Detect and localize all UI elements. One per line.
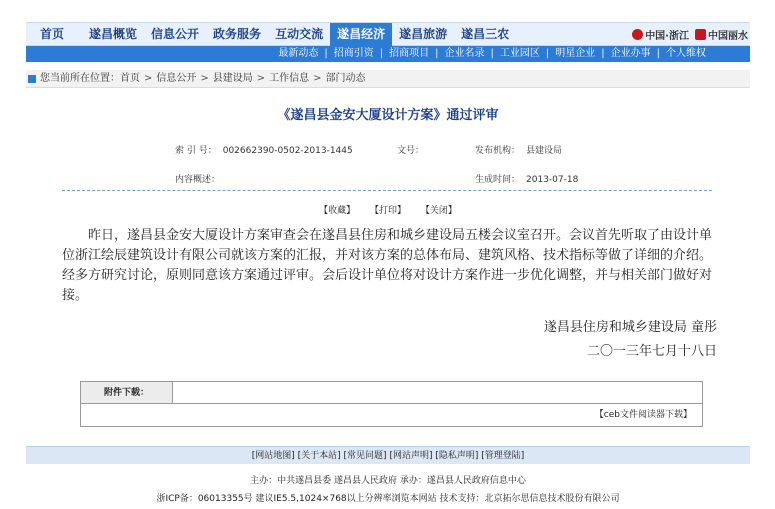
meta-summary-label: 内容概述： [175, 175, 221, 185]
attachment-header: 附件下载： [81, 382, 173, 404]
main-nav [26, 22, 750, 46]
breadcrumb-work-info[interactable]: 工作信息 [269, 72, 310, 84]
nav-item-interaction[interactable]: 互动交流 [275, 27, 324, 41]
attachment-list [173, 382, 703, 404]
meta-org-value: 县建设局 [526, 146, 563, 156]
article-sign-date: 二〇一三年七月十八日 [586, 344, 717, 359]
meta-date-label: 生成时间： [475, 175, 521, 185]
subnav-item-industrial-park[interactable]: 工业园区 [499, 48, 540, 59]
nav-item-economy[interactable]: 遂昌经济 [330, 23, 392, 46]
meta-summary [175, 172, 226, 185]
breadcrumb: 您当前所在位置： 首页 > 信息公开 > 县建设局 > 工作信息 > 部门动态 [26, 70, 750, 88]
zhejiang-emblem-icon [632, 29, 643, 40]
partner-link-lishui[interactable] [695, 27, 748, 42]
breadcrumb-home[interactable]: 首页 [120, 72, 140, 84]
nav-item-agriculture[interactable]: 遂昌三农 [461, 27, 510, 41]
meta-index-label: 索 引 号： [175, 146, 217, 156]
lishui-logo-icon [695, 29, 706, 40]
meta-org [475, 143, 562, 156]
meta-date-value: 2013-07-18 [526, 175, 579, 185]
breadcrumb-dept-news[interactable]: 部门动态 [325, 72, 366, 84]
location-icon [28, 75, 36, 83]
subnav-item-enterprise-affairs[interactable]: 企业办事 [610, 48, 651, 59]
subnav-item-personal-rights[interactable]: 个人维权 [666, 48, 706, 59]
meta-doc-number [397, 143, 430, 156]
partner-links [632, 23, 748, 46]
breadcrumb-info-public[interactable]: 信息公开 [156, 72, 197, 84]
breadcrumb-lead: 您当前所在位置： [40, 72, 120, 84]
print-button[interactable]: 【打印】 [369, 206, 406, 216]
subnav-item-projects[interactable]: 招商项目 [389, 48, 430, 59]
footer-link-sitemap[interactable]: [网站地图] [251, 451, 295, 461]
meta-index [175, 143, 353, 156]
favorite-button[interactable]: 【收藏】 [319, 206, 356, 216]
article-tools [26, 203, 750, 216]
subnav-item-latest[interactable]: 最新动态 [278, 48, 319, 59]
ceb-reader-download-link[interactable]: 【ceb文件阅读器下载】 [594, 410, 692, 420]
meta-org-label: 发布机构： [475, 146, 521, 156]
footer-link-statement[interactable]: [网站声明] [389, 451, 433, 461]
meta-date [475, 172, 578, 185]
nav-item-overview[interactable]: 遂昌概览 [89, 27, 138, 41]
subnav-item-star-enterprises[interactable]: 明星企业 [555, 48, 596, 59]
footer-link-privacy[interactable]: [隐私声明] [435, 451, 479, 461]
nav-item-tourism[interactable]: 遂昌旅游 [399, 27, 448, 41]
partner-link-zhejiang[interactable] [632, 27, 689, 42]
meta-index-value: 002662390-0502-2013-1445 [222, 146, 353, 156]
footer-links [26, 446, 750, 464]
main-nav-items [26, 23, 516, 46]
attachment-box [80, 381, 703, 427]
footer-sponsor: 主办：中共遂昌县委 遂昌县人民政府 承办：遂昌县人民政府信息中心 [250, 476, 526, 486]
close-button[interactable]: 【关闭】 [420, 206, 457, 216]
page-title: 《遂昌县金安大厦设计方案》通过评审 [277, 108, 499, 123]
partner-label: 中国丽水 [708, 31, 748, 42]
article-signature: 遂昌县住房和城乡建设局 童彤 [543, 320, 717, 335]
nav-item-home[interactable]: 首页 [40, 27, 65, 41]
footer-link-admin-login[interactable]: [管理登陆] [481, 451, 525, 461]
footer-link-faq[interactable]: [常见问题] [343, 451, 387, 461]
subnav-item-investment[interactable]: 招商引资 [333, 48, 374, 59]
breadcrumb-construction-bureau[interactable]: 县建设局 [212, 72, 253, 84]
subnav-item-directory[interactable]: 企业名录 [444, 48, 485, 59]
sub-nav-row: 最新动态 | 招商引资 | 招商项目 | 企业名录 | 工业园区 | 明星企业 | 企业办事 | 个人维权 [272, 46, 712, 62]
article-body: 昨日，遂昌县金安大厦设计方案审查会在遂昌县住房和城乡建设局五楼会议室召开。会议首先听取了由设计单位浙江绘辰建筑设计有限公司就该方案的汇报，并对该方案的总体布局、建筑风格、技术指标等做了详细的介绍。经多方研究讨论，原则同意该方案通过评审。会后设计单位将对设计方案作进一步优化调整，并与相关部门做好对接。 [62, 228, 713, 303]
footer-icp: 浙ICP备：06013355号 建议IE5.5,1024×768以上分辨率浏览本网站 技术支持：北京拓尔思信息技术股份有限公司 [156, 494, 620, 504]
nav-item-gov-service[interactable]: 政务服务 [213, 27, 262, 41]
sub-nav [26, 46, 750, 62]
nav-item-info-public[interactable]: 信息公开 [151, 27, 200, 41]
footer-link-about[interactable]: [关于本站] [297, 451, 341, 461]
meta-doc-label: 文号： [397, 146, 425, 156]
partner-label: 中国·浙江 [645, 31, 689, 42]
meta-divider [62, 190, 712, 191]
